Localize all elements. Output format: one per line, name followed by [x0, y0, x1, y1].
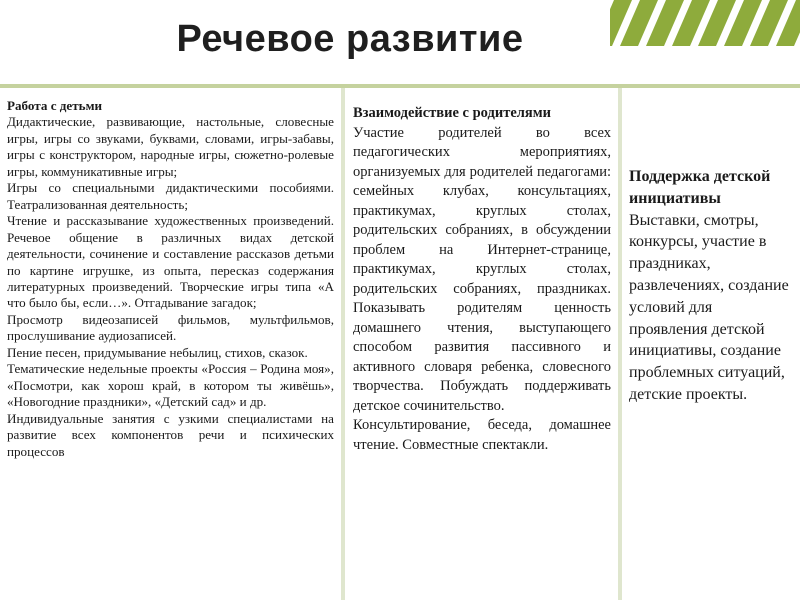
parents-heading: Взаимодействие с родителями: [353, 105, 551, 121]
parents-paragraph: Консультирование, беседа, домашнее чтение. Совместные спектакли.: [353, 417, 611, 453]
column-children-work: [0, 88, 341, 600]
children-paragraph: Пение песен, придумывание небылиц, стихов, сказок.: [7, 344, 308, 360]
support-text: [629, 166, 792, 406]
children-paragraph: Просмотр видеозаписей фильмов, мультфильмов, прослушивание аудиозаписей.: [7, 311, 334, 344]
slide-title: Речевое развитие: [176, 18, 524, 60]
children-paragraph: Индивидуальные занятия с узкими специалистами на развитие всех компонентов речи и психических процессов: [7, 410, 334, 459]
column-initiative-support: [622, 88, 800, 600]
children-paragraph: Чтение и рассказывание художественных произведений. Речевое общение в различных видах детской деятельности, сочинение и составление рассказов детьми по картине игрушке, из опыта, пересказ содержания литературных произведений. Творческие игры типа «А что было бы, если…». Отгадывание загадок;: [7, 213, 334, 311]
parents-text: [353, 104, 611, 455]
children-paragraph: Дидактические, развивающие, настольные, словесные игры, игры со звуками, буквами, словами, игры-забавы, игры с конструктором, народные игры, сюжетно-ролевые игры, коммуникативные игры;: [7, 114, 334, 179]
children-heading: Работа с детьми: [7, 98, 103, 113]
support-heading: Поддержка детской инициативы: [629, 168, 771, 207]
content-table: [0, 88, 800, 600]
children-text: [7, 98, 334, 460]
support-paragraph: Выставки, смотры, конкурсы, участие в праздниках, развлечениях, создание условий для проявления детской инициативы, создание проблемных ситуаций, детские проекты.: [629, 211, 789, 403]
column-parents-interaction: [345, 88, 618, 600]
children-paragraph: Тематические недельные проекты «Россия – Родина моя», «Посмотри, как хорош край, в котором ты живёшь», «Новогодние праздники», «Детский сад» и др.: [7, 361, 334, 410]
children-paragraph: Игры со специальными дидактическими пособиями. Театрализованная деятельность;: [7, 180, 334, 212]
parents-paragraph: Участие родителей во всех педагогических мероприятиях, организуемых для родителей педагогами: семейных клубах, консультациях, практикумах, круглых столах, родительских собраниях, в обсуждении проблем на Интернет-странице, практикумах, круглых столах, родительских собраниях, праздниках. Показывать родителям ценность домашнего чтения, выступающего способом развития пассивного и активного словаря ребенка, словесного творчества. Побуждать поддерживать детское сочинительство.: [353, 124, 611, 414]
